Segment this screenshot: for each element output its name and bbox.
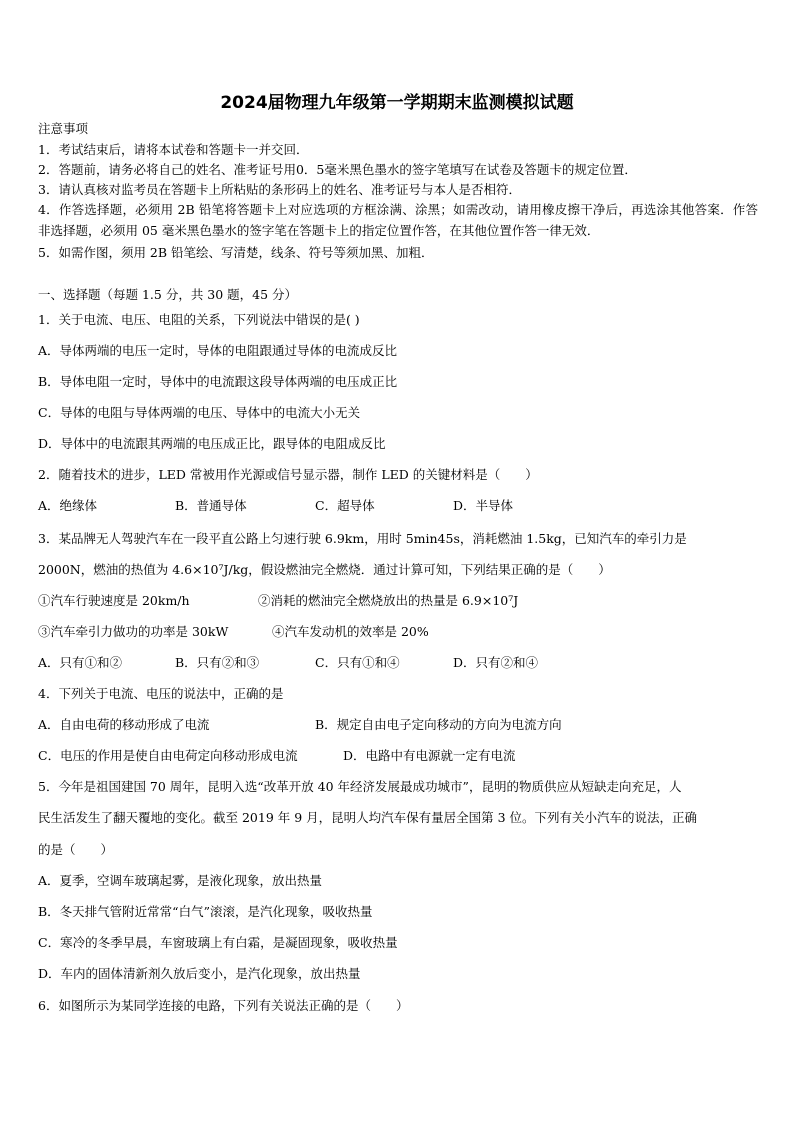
question-3-option-a: A．只有①和② <box>38 655 123 670</box>
question-4-option-d: D．电路中有电源就一定有电流 <box>343 748 516 763</box>
question-1-option-c: C．导体的电阻与导体两端的电压、导体中的电流大小无关 <box>38 405 361 420</box>
question-3-option-d: D．只有②和④ <box>453 655 539 670</box>
notice-heading: 注意事项 <box>38 121 89 136</box>
question-3-statement-2: ②消耗的燃油完全燃烧放出的热量是 6.9×10⁷J <box>258 593 519 608</box>
question-5-option-a: A．夏季，空调车玻璃起雾，是液化现象，放出热量 <box>38 873 323 888</box>
question-1-stem: 1．关于电流、电压、电阻的关系，下列说法中错误的是( ) <box>38 312 360 327</box>
question-1-option-a: A．导体两端的电压一定时，导体的电阻跟通过导体的电流成反比 <box>38 343 398 358</box>
question-4-option-b: B．规定自由电子定向移动的方向为电流方向 <box>315 717 562 732</box>
question-3-statement-4: ④汽车发动机的效率是 20% <box>272 624 429 639</box>
question-1-option-b: B．导体电阻一定时，导体中的电流跟这段导体两端的电压成正比 <box>38 374 398 389</box>
question-3-stem-line-2: 2000N，燃油的热值为 4.6×10⁷J/kg，假设燃油完全燃烧．通过计算可知，下列结果正确的是（ ） <box>38 562 611 577</box>
question-5-stem-line-1: 5．今年是祖国建国 70 周年，昆明入选“改革开放 40 年经济发展最成功城市”，昆明的物质供应从短缺走向充足，人 <box>38 779 682 794</box>
question-1-option-d: D．导体中的电流跟其两端的电压成正比，跟导体的电阻成反比 <box>38 436 386 451</box>
question-5-stem-line-3: 的是（ ） <box>38 842 114 857</box>
question-2-option-a: A．绝缘体 <box>38 498 98 513</box>
notice-item-2: 2．答题前，请务必将自己的姓名、准考证号用0．5毫米黑色墨水的签字笔填写在试卷及答题卡的规定位置． <box>38 162 637 177</box>
question-2-option-b: B．普通导体 <box>175 498 247 513</box>
question-5-stem-line-2: 民生活发生了翻天覆地的变化。截至 2019 年 9 月，昆明人均汽车保有量居全国第 3 位。下列有关小汽车的说法，正确 <box>38 810 698 825</box>
question-2-option-c: C．超导体 <box>315 498 375 513</box>
question-3-option-c: C．只有①和④ <box>315 655 400 670</box>
question-2-stem: 2．随着技术的进步，LED 常被用作光源或信号显示器，制作 LED 的关键材料是（ ） <box>38 467 538 482</box>
question-5-option-b: B．冬天排气管附近常常“白气”滚滚，是汽化现象，吸收热量 <box>38 904 373 919</box>
notice-item-4: 4．作答选择题，必须用 2B 铅笔将答题卡上对应选项的方框涂满、涂黑；如需改动，请用橡皮擦干净后，再选涂其他答案．作答非选择题，必须用 05 毫米黑色墨水的签字笔在答题卡上的指定位置作答，在其他位置作答一律无效． <box>38 202 758 238</box>
notice-item-5: 5．如需作图，须用 2B 铅笔绘、写清楚，线条、符号等须加黑、加粗． <box>38 245 434 260</box>
question-5-option-d: D．车内的固体清新剂久放后变小，是汽化现象，放出热量 <box>38 966 361 981</box>
question-4-option-a: A．自由电荷的移动形成了电流 <box>38 717 210 732</box>
section-heading: 一、选择题（每题 1.5 分，共 30 题，45 分） <box>38 287 298 302</box>
question-3-statement-1: ①汽车行驶速度是 20km/h <box>38 593 190 608</box>
question-2-option-d: D．半导体 <box>453 498 514 513</box>
exam-title: 2024届物理九年级第一学期期末监测模拟试题 <box>220 93 574 113</box>
question-6-stem: 6．如图所示为某同学连接的电路，下列有关说法正确的是（ ） <box>38 998 409 1013</box>
question-4-stem: 4．下列关于电流、电压的说法中，正确的是 <box>38 686 284 701</box>
question-5-option-c: C．寒冷的冬季早晨，车窗玻璃上有白霜，是凝固现象，吸收热量 <box>38 935 398 950</box>
question-3-option-b: B．只有②和③ <box>175 655 260 670</box>
question-3-stem-line-1: 3．某品牌无人驾驶汽车在一段平直公路上匀速行驶 6.9km，用时 5min45s，消耗燃油 1.5kg，已知汽车的牵引力是 <box>38 531 687 546</box>
question-4-option-c: C．电压的作用是使自由电荷定向移动形成电流 <box>38 748 298 763</box>
question-3-statement-3: ③汽车牵引力做功的功率是 30kW <box>38 624 229 639</box>
notice-item-1: 1．考试结束后，请将本试卷和答题卡一并交回． <box>38 142 309 157</box>
notice-item-3: 3．请认真核对监考员在答题卡上所粘贴的条形码上的姓名、准考证号与本人是否相符． <box>38 182 521 197</box>
